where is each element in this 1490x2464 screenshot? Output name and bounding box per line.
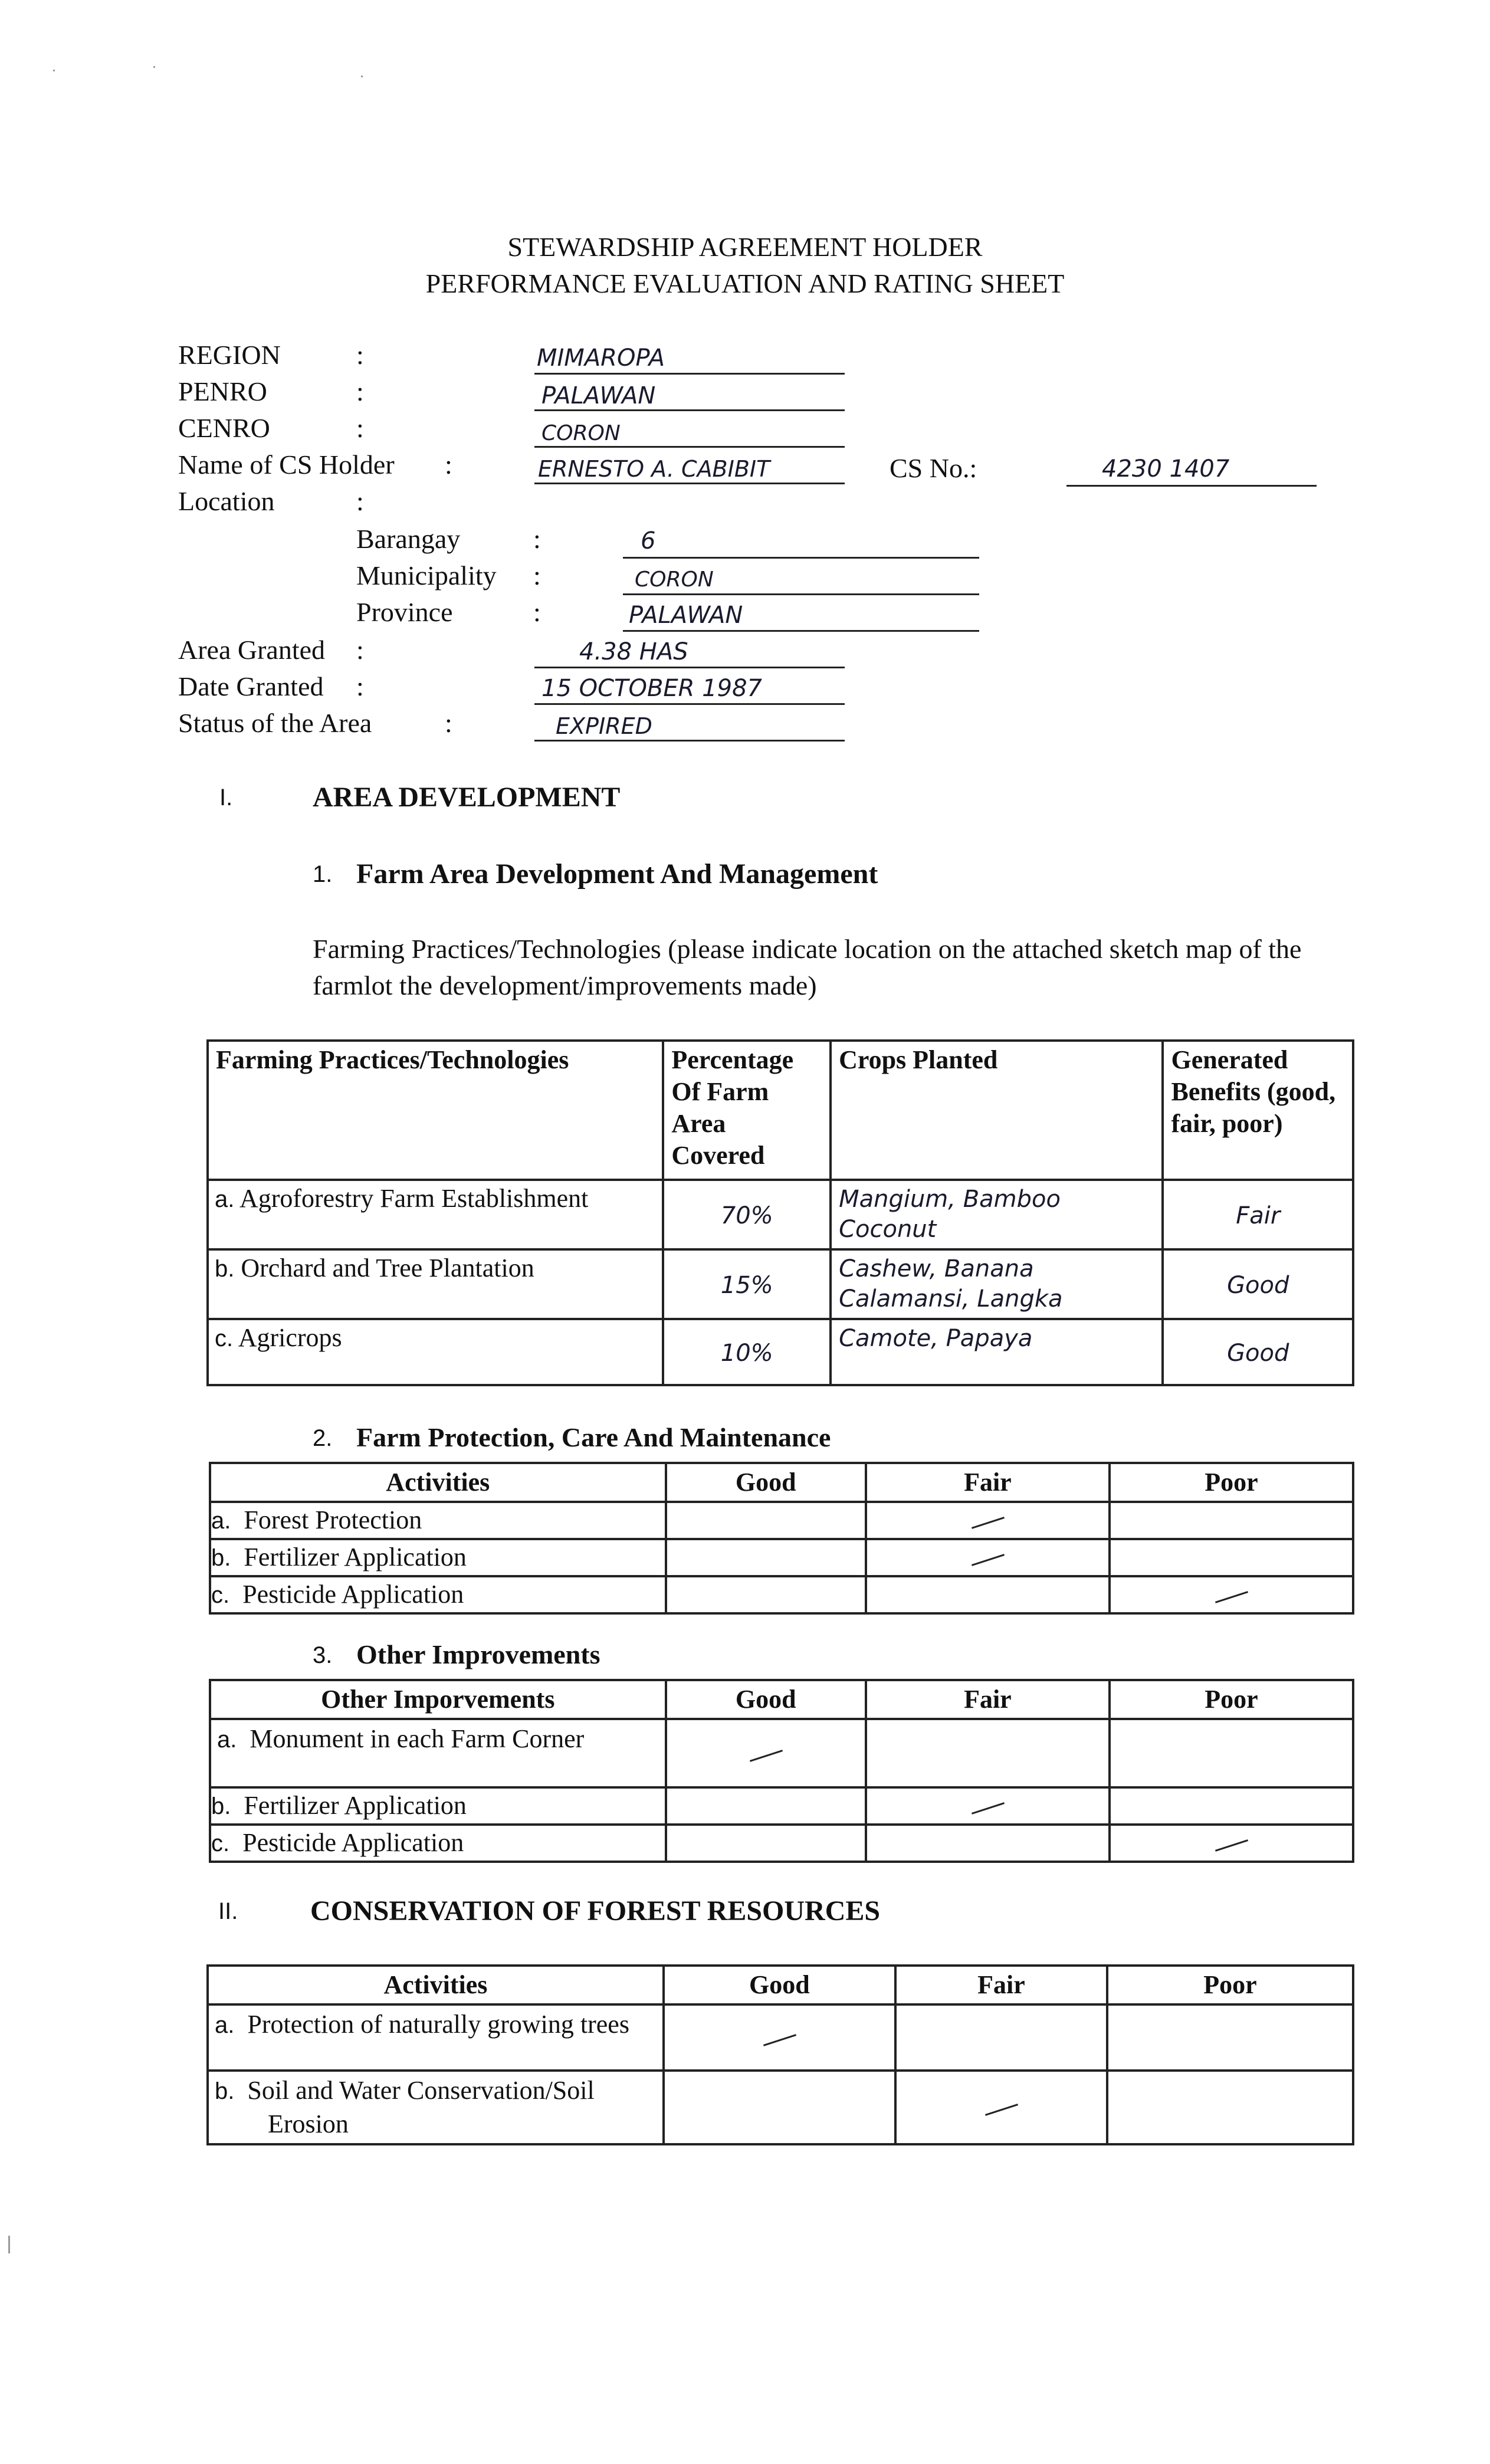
municipality-label: Municipality bbox=[356, 560, 497, 590]
percent-value: 10% bbox=[720, 1339, 773, 1367]
activity-name: Fertilizer Application bbox=[244, 1543, 467, 1571]
barangay-value: 6 bbox=[641, 527, 656, 555]
crops-value: Mangium, Bamboo Coconut bbox=[839, 1186, 1061, 1243]
status-label: Status of the Area bbox=[178, 708, 372, 738]
table-row bbox=[208, 2071, 1353, 2144]
check-mark-icon bbox=[969, 1553, 1006, 1566]
barangay-label: Barangay bbox=[356, 524, 461, 554]
table-row bbox=[210, 1787, 1353, 1825]
sub3-number: 3. bbox=[313, 1642, 333, 1668]
activity-name: Forest Protection bbox=[244, 1505, 422, 1534]
activity-name: Monument in each Farm Corner bbox=[250, 1724, 585, 1753]
row-letter: c. bbox=[215, 1325, 234, 1351]
colon: : bbox=[356, 413, 364, 443]
province-value: PALAWAN bbox=[629, 602, 743, 629]
scan-speck bbox=[153, 66, 155, 68]
column-header: Fair bbox=[866, 1680, 1110, 1719]
table-row bbox=[210, 1502, 1353, 1539]
column-header: Fair bbox=[895, 1966, 1107, 2004]
good-cell[interactable] bbox=[664, 2071, 895, 2144]
poor-cell[interactable] bbox=[1107, 2004, 1353, 2071]
fair-cell[interactable] bbox=[866, 1539, 1110, 1576]
activity-name: Fertilizer Application bbox=[244, 1791, 467, 1820]
row-letter: b. bbox=[211, 1545, 231, 1571]
colon: : bbox=[533, 597, 541, 627]
percent-value: 70% bbox=[720, 1202, 773, 1229]
colon: : bbox=[356, 635, 364, 665]
cenro-label: CENRO bbox=[178, 413, 270, 443]
cenro-value: CORON bbox=[541, 421, 621, 445]
row-letter: b. bbox=[215, 2078, 235, 2104]
conservation-table bbox=[206, 1964, 1354, 2145]
area-value: 4.38 HAS bbox=[579, 638, 688, 665]
poor-cell[interactable] bbox=[1110, 1502, 1353, 1539]
poor-cell[interactable] bbox=[1110, 1576, 1353, 1613]
activity-name: Pesticide Application bbox=[242, 1828, 464, 1857]
form-title-line2: PERFORMANCE EVALUATION AND RATING SHEET bbox=[425, 268, 1065, 298]
section2-title: CONSERVATION OF FOREST RESOURCES bbox=[310, 1895, 881, 1927]
fair-cell[interactable] bbox=[895, 2004, 1107, 2071]
row-letter: a. bbox=[215, 2012, 235, 2038]
colon: : bbox=[533, 560, 541, 590]
penro-label: PENRO bbox=[178, 376, 267, 406]
section1-title: AREA DEVELOPMENT bbox=[313, 782, 621, 813]
check-mark-icon bbox=[969, 1802, 1006, 1815]
practice-name: Agroforestry Farm Establishment bbox=[239, 1184, 589, 1213]
good-cell[interactable] bbox=[666, 1576, 866, 1613]
province-field[interactable] bbox=[623, 599, 979, 632]
poor-cell[interactable] bbox=[1110, 1719, 1353, 1787]
date-field[interactable] bbox=[534, 674, 845, 705]
area-field[interactable] bbox=[534, 637, 845, 668]
column-header: Good bbox=[666, 1463, 866, 1502]
activity-name: Soil and Water Conservation/Soil Erosion bbox=[247, 2076, 595, 2138]
benefit-header: Generated Benefits (good, fair, poor) bbox=[1171, 1045, 1336, 1138]
region-label: REGION bbox=[178, 340, 281, 370]
other-improvements-table bbox=[209, 1679, 1354, 1863]
colon: : bbox=[445, 708, 452, 738]
penro-value: PALAWAN bbox=[541, 382, 656, 409]
section1-roman: I. bbox=[219, 785, 233, 811]
region-value: MIMAROPA bbox=[537, 344, 665, 372]
check-mark-icon bbox=[1212, 1590, 1250, 1603]
row-letter: c. bbox=[211, 1582, 230, 1608]
good-cell[interactable] bbox=[666, 1719, 866, 1787]
row-letter: a. bbox=[211, 1508, 231, 1534]
good-cell[interactable] bbox=[666, 1539, 866, 1576]
farming-practices-instructions: Farming Practices/Technologies (please indicate location on the attached sketch map of the farmlot the development/improvements made) bbox=[313, 934, 1302, 1000]
colon: : bbox=[356, 671, 364, 701]
cs-no-field[interactable] bbox=[1066, 454, 1317, 487]
table-row bbox=[210, 1576, 1353, 1613]
column-header: Other Imporvements bbox=[210, 1680, 666, 1719]
scan-speck bbox=[8, 2236, 10, 2253]
fair-cell[interactable] bbox=[866, 1502, 1110, 1539]
check-mark-icon bbox=[1212, 1839, 1250, 1852]
poor-cell[interactable] bbox=[1110, 1787, 1353, 1825]
row-letter: c. bbox=[211, 1830, 230, 1856]
cs-no-label: CS No.: bbox=[890, 453, 977, 483]
row-letter: a. bbox=[215, 1186, 235, 1212]
fair-cell[interactable] bbox=[866, 1825, 1110, 1862]
benefit-value: Good bbox=[1227, 1339, 1289, 1367]
column-header: Poor bbox=[1110, 1680, 1353, 1719]
table-row bbox=[210, 1825, 1353, 1862]
status-field[interactable] bbox=[534, 710, 845, 742]
activity-name: Protection of naturally growing trees bbox=[247, 2010, 629, 2039]
row-letter: a. bbox=[217, 1727, 237, 1753]
table-row bbox=[208, 1180, 1353, 1249]
form-title-line1: STEWARDSHIP AGREEMENT HOLDER bbox=[507, 232, 983, 262]
column-header: Poor bbox=[1110, 1463, 1353, 1502]
fair-cell[interactable] bbox=[866, 1787, 1110, 1825]
cs-no-value: 4230 1407 bbox=[1102, 455, 1230, 483]
column-header: Crops Planted bbox=[831, 1041, 1163, 1180]
column-header: Percentage Of Farm Area Covered bbox=[663, 1041, 831, 1180]
status-value: EXPIRED bbox=[556, 713, 652, 739]
holder-value: ERNESTO A. CABIBIT bbox=[538, 456, 770, 482]
farm-practices-table bbox=[206, 1039, 1354, 1386]
colon: : bbox=[356, 486, 364, 516]
colon: : bbox=[445, 450, 452, 480]
practice-name: Agricrops bbox=[238, 1323, 342, 1352]
fair-cell[interactable] bbox=[895, 2071, 1107, 2144]
row-letter: b. bbox=[215, 1256, 235, 1282]
column-header: Good bbox=[664, 1966, 895, 2004]
cenro-field[interactable] bbox=[534, 416, 845, 448]
scan-speck bbox=[361, 76, 363, 77]
practice-name: Orchard and Tree Plantation bbox=[241, 1254, 534, 1282]
barangay-field[interactable] bbox=[623, 526, 979, 559]
check-mark-icon bbox=[747, 1749, 785, 1762]
date-label: Date Granted bbox=[178, 671, 324, 701]
region-field[interactable] bbox=[534, 343, 845, 375]
benefit-value: Fair bbox=[1236, 1202, 1281, 1229]
section2-roman: II. bbox=[218, 1898, 238, 1924]
holder-label: Name of CS Holder bbox=[178, 450, 395, 480]
municipality-value: CORON bbox=[635, 567, 714, 592]
column-header: Poor bbox=[1107, 1966, 1353, 2004]
holder-field[interactable] bbox=[534, 453, 845, 484]
good-cell[interactable] bbox=[666, 1502, 866, 1539]
area-label: Area Granted bbox=[178, 635, 326, 665]
sub3-title: Other Improvements bbox=[356, 1639, 600, 1669]
good-cell[interactable] bbox=[664, 2004, 895, 2071]
location-label: Location bbox=[178, 486, 275, 516]
benefit-value: Good bbox=[1227, 1271, 1289, 1299]
check-mark-icon bbox=[760, 2033, 798, 2046]
fair-cell[interactable] bbox=[866, 1719, 1110, 1787]
farm-protection-table bbox=[209, 1462, 1354, 1615]
sub1-number: 1. bbox=[313, 861, 333, 887]
fair-cell[interactable] bbox=[866, 1576, 1110, 1613]
colon: : bbox=[533, 524, 541, 554]
table-row bbox=[208, 1249, 1353, 1319]
good-cell[interactable] bbox=[666, 1825, 866, 1862]
poor-cell[interactable] bbox=[1110, 1539, 1353, 1576]
table-row bbox=[210, 1719, 1353, 1787]
table-row bbox=[210, 1539, 1353, 1576]
scan-speck bbox=[53, 70, 55, 71]
column-header: Activities bbox=[208, 1966, 664, 2004]
crops-value: Camote, Papaya bbox=[839, 1325, 1033, 1352]
activity-name: Pesticide Application bbox=[242, 1580, 464, 1609]
penro-field[interactable] bbox=[534, 380, 845, 411]
sub1-title: Farm Area Development And Management bbox=[356, 858, 878, 890]
good-cell[interactable] bbox=[666, 1787, 866, 1825]
table-row bbox=[208, 1319, 1353, 1385]
percent-value: 15% bbox=[720, 1271, 773, 1299]
column-header: Activities bbox=[210, 1463, 666, 1502]
check-mark-icon bbox=[969, 1516, 1006, 1529]
row-letter: b. bbox=[211, 1793, 231, 1819]
poor-cell[interactable] bbox=[1110, 1825, 1353, 1862]
column-header: Fair bbox=[866, 1463, 1110, 1502]
check-mark-icon bbox=[982, 2103, 1020, 2116]
municipality-field[interactable] bbox=[623, 563, 979, 595]
column-header: Good bbox=[666, 1680, 866, 1719]
sub2-title: Farm Protection, Care And Maintenance bbox=[356, 1422, 831, 1452]
column-header bbox=[1163, 1041, 1353, 1180]
province-label: Province bbox=[356, 597, 453, 627]
sub2-number: 2. bbox=[313, 1425, 333, 1451]
table-row bbox=[208, 2004, 1353, 2071]
date-value: 15 OCTOBER 1987 bbox=[541, 675, 762, 702]
poor-cell[interactable] bbox=[1107, 2071, 1353, 2144]
crops-value: Cashew, Banana Calamansi, Langka bbox=[839, 1255, 1063, 1313]
colon: : bbox=[356, 376, 364, 406]
colon: : bbox=[356, 340, 364, 370]
column-header: Farming Practices/Technologies bbox=[208, 1041, 663, 1180]
